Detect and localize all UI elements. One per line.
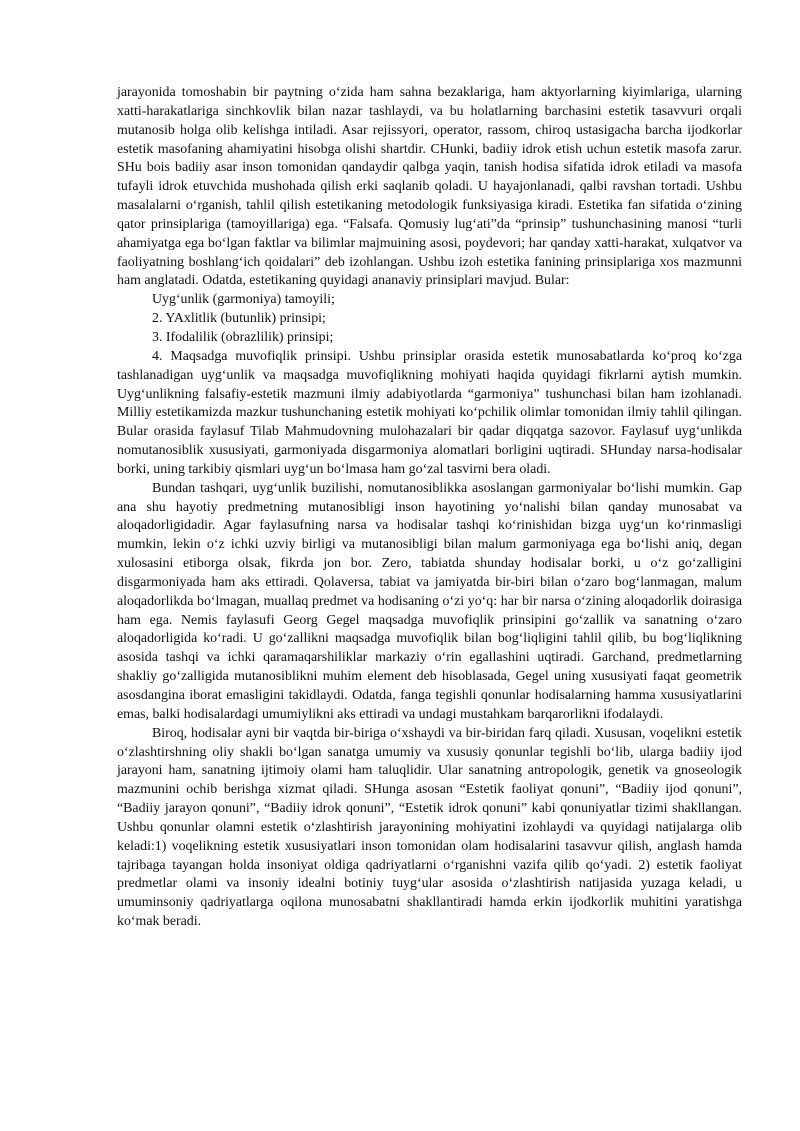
paragraph-purposefulness: 4. Maqsadga muvofiqlik prinsipi. Ushbu prinsiplar orasida estetik munosabatlarda ko‘proq ko‘zga tashlanadigan uyg‘unlik va maqsadga muvofiqlikning mohiyati haqida quyidagi fikrlarni aytish mumkin. Uyg‘unlikning falsafiy-estetik mazmuni ilmiy adabiyotlarda “garmoniya” tushunchasi bilan ham izohlanadi. Milliy estetikamizda mazkur tushunchaning estetik mohiyati ko‘pchilik olimlar tomonidan ilmiy tahlil qilingan. Bular orasida faylasuf Tilab Mahmudovning mulohazalari bir qadar diqqatga sazovor. Faylasuf uyg‘unlikda nomutanosiblik xususiyati, garmoniyada disgarmoniya alomatlari borligini uqtiradi. SHunday narsa-hodisalar borki, uning tarkibiy qismlari uyg‘un bo‘lmasa ham go‘zal tasvirni bera oladi. xyxy=(117,348,742,477)
paragraph-intro: jarayonida tomoshabin bir paytning o‘zida ham sahna bezaklariga, ham aktyorlarning kiyimlariga, ularning xatti-harakatlariga sinchkovlik bilan nazar tashlaydi, va bu holatlarning barchasini estetik tasavvuri orqali mutanosib holga olib kelishga intiladi. Asar rejissyori, operator, rassom, chiroq ustasigacha barcha ijodkorlar estetik masofaning ahamiyatini hisobga olishi shartdir. CHunki, badiiy idrok etish uchun estetik masofa zarur. SHu bois badiiy asar inson tomonidan qandaydir qalbga yaqin, tanish hodisa sifatida idrok etiladi va masofa tufayli idrok etuvchida mushohada qilish erki saqlanib qoladi. U hayajonlanadi, qalbi ravshan tortadi. Ushbu masalalarni o‘rganish, tahlil qilish estetikaning metodologik funksiyasiga kiradi. Estetika fan sifatida o‘zining qator prinsiplariga (tamoyillariga) ega. “Falsafa. Qomusiy lug‘ati”da “prinsip” tushunchasining manosi “turli ahamiyatga ega bo‘lgan faktlar va bilimlar majmuining asosi, poydevori; har qanday xatti-harakat, xulqatvor va faoliyatning boshlang‘ich qoidalari” deb izohlangan. Ushbu izoh estetika fanining prinsiplariga xos mazmunni ham anglatadi. Odatda, estetikaning quyidagi ananaviy prinsiplari mavjud. Bular: xyxy=(117,85,742,289)
list-item-integrity: 2. YAxlitlik (butunlik) prinsipi; xyxy=(152,311,326,327)
paragraph-disharmony: Bundan tashqari, uyg‘unlik buzilishi, nomutanosiblikka asoslangan garmoniyalar bo‘lishi mumkin. Gap ana shu hayotiy predmetning mutanosibligi inson hayotining yo‘nalishi bilan qanday munosabat va aloqadorligidadir. Agar faylasufning narsa va hodisalar tashqi ko‘rinishidan bizga uyg‘un ko‘rinmasligi mumkin, lekin o‘z ichki uzviy birligi va mutanosibligi bilan malum garmoniyaga ega bo‘lishi aniq, degan xulosasini etiborga olsak, fikrda jon bor. Zero, tabiatda shunday hodisalar borki, u o‘z go‘zalligini disgarmoniyada ham aks ettiradi. Qolaversa, tabiat va jamiyatda bir-biri bilan o‘zaro bog‘lanmagan, malum aloqadorlikda bo‘lmagan, muallaq predmet va hodisaning o‘zi yo‘q: har bir narsa o‘zining aloqadorlik doirasiga ham ega. Nemis faylasufi Georg Gegel maqsadga muvofiqlik prinsipini go‘zallik va sanatning o‘zaro aloqadorligida ko‘radi. U go‘zallikni maqsadga muvofiqlik bilan bog‘liqligini tahlil qilib, bu bog‘liqlikning asosida tashqi va ichki qaramaqarshiliklar markaziy o‘rin egallashini uqtiradi. Garchand, predmetlarning shakliy go‘zalligida mutanosiblikni muhim element deb hisoblasada, Gegel uning xususiyati faqat geometrik asosdangina iborat emasligini takidlaydi. Odatda, fanga tegishli qonunlar hodisalarning hamma xususiyatlarini emas, balki hodisalardagi umumiylikni aks ettiradi va undagi mustahkam barqarorlikni ifodalaydi. xyxy=(117,480,742,722)
list-item-expressiveness: 3. Ifodalilik (obrazlilik) prinsipi; xyxy=(152,329,334,345)
document-page xyxy=(117,84,742,932)
paragraph-aesthetic-laws: Biroq, hodisalar ayni bir vaqtda bir-biriga o‘xshaydi va bir-biridan farq qiladi. Xususan, voqelikni estetik o‘zlashtirshning oliy shakli bo‘lgan sanatga umumiy va xususiy qonunlar tegishli bo‘lib, ularga badiiy ijod jarayoni ham, sanatning ijtimoiy olami ham taluqlidir. Ular sanatning antropologik, genetik va gnoseologik mazmunini ochib berishga xizmat qiladi. SHunga asosan “Estetik faoliyat qonuni”, “Badiiy ijod qonuni”, “Badiiy jarayon qonuni”, “Badiiy idrok qonuni”, “Estetik idrok qonuni” kabi qonuniyatlar tizimi shakllangan. Ushbu qonunlar olamni estetik o‘zlashtirish jarayonining mohiyatini izohlaydi va quyidagi natijalarga olib keladi:1) voqelikning estetik xususiyatlari inson tomonidan olam hodisalarini tasavvur qilish, anglash hamda tajribaga tayangan holda insoniyat oldiga qadriyatlarni o‘rganishni vazifa qilib qo‘yadi. 2) estetik faoliyat predmetlar olami va insoniy idealni botiniy tuyg‘ular asosida o‘zlashtirish natijasida yuzaga keladi, u umuminsoniy qadriyatlarga oqilona munosabatni shakllantiradi hamda erkin ijodkorlik muhitini yaratishga ko‘mak beradi. xyxy=(117,725,742,930)
list-item-harmony: Uyg‘unlik (garmoniya) tamoyili; xyxy=(152,292,335,308)
